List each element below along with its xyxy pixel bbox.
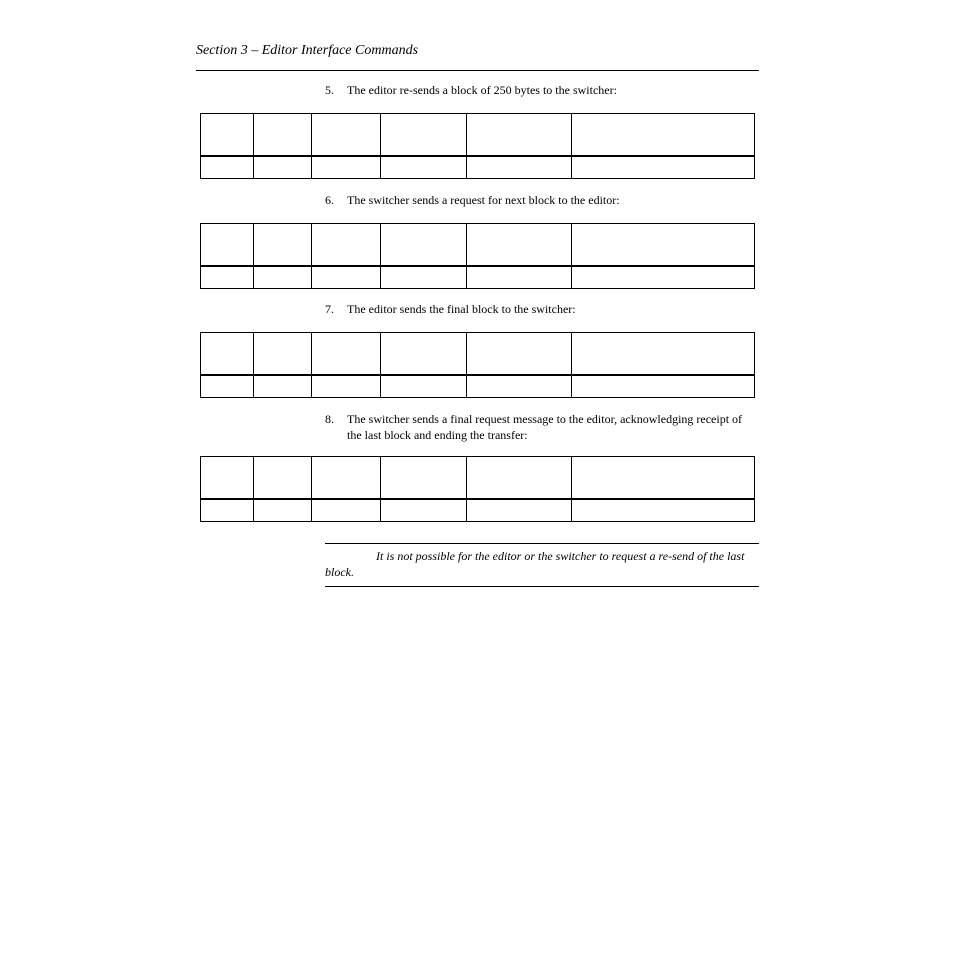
table-cell bbox=[572, 457, 755, 500]
table-cell bbox=[572, 224, 755, 267]
section-header: Section 3 – Editor Interface Commands bbox=[196, 43, 419, 58]
table-cell bbox=[381, 457, 467, 500]
table-header-row bbox=[201, 114, 755, 157]
table-cell bbox=[254, 156, 312, 179]
table-cell bbox=[254, 333, 312, 376]
table-cell bbox=[381, 333, 467, 376]
table-cell bbox=[254, 224, 312, 267]
header-divider bbox=[196, 70, 759, 71]
step-number: 8. bbox=[325, 412, 334, 426]
step-number: 5. bbox=[325, 83, 334, 97]
table-cell bbox=[467, 114, 572, 157]
table-cell bbox=[467, 156, 572, 179]
note-box bbox=[325, 543, 759, 587]
step-8 bbox=[325, 411, 745, 443]
table-cell bbox=[312, 224, 381, 267]
table-cell bbox=[312, 266, 381, 289]
table-cell bbox=[381, 375, 467, 398]
table-cell bbox=[572, 499, 755, 522]
table-row bbox=[201, 266, 755, 289]
table-cell bbox=[467, 224, 572, 267]
command-table-step-5 bbox=[200, 113, 755, 179]
table-cell bbox=[572, 156, 755, 179]
step-text: The editor sends the final block to the switcher: bbox=[347, 302, 576, 316]
table-cell bbox=[254, 457, 312, 500]
table-cell bbox=[201, 499, 254, 522]
step-6 bbox=[325, 192, 745, 208]
table-cell bbox=[572, 333, 755, 376]
table-cell bbox=[467, 266, 572, 289]
table-cell bbox=[201, 333, 254, 376]
table-row bbox=[201, 375, 755, 398]
table-cell bbox=[254, 114, 312, 157]
table-cell bbox=[381, 224, 467, 267]
note-text: It is not possible for the editor or the switcher to request a re-send of the last block. bbox=[325, 549, 745, 579]
table-cell bbox=[467, 457, 572, 500]
table-cell bbox=[467, 499, 572, 522]
table-cell bbox=[201, 457, 254, 500]
table-cell bbox=[467, 333, 572, 376]
table-header-row bbox=[201, 224, 755, 267]
table-cell bbox=[312, 114, 381, 157]
table-cell bbox=[381, 266, 467, 289]
table-cell bbox=[467, 375, 572, 398]
table-cell bbox=[312, 457, 381, 500]
table-cell bbox=[381, 499, 467, 522]
table-row bbox=[201, 156, 755, 179]
table-cell bbox=[572, 114, 755, 157]
table-cell bbox=[572, 375, 755, 398]
table-header-row bbox=[201, 333, 755, 376]
table-header-row bbox=[201, 457, 755, 500]
table-cell bbox=[201, 266, 254, 289]
step-text: The editor re-sends a block of 250 bytes to the switcher: bbox=[347, 83, 617, 97]
table-cell bbox=[201, 375, 254, 398]
table-cell bbox=[312, 333, 381, 376]
table-cell bbox=[312, 156, 381, 179]
table-cell bbox=[381, 114, 467, 157]
table-cell bbox=[312, 499, 381, 522]
command-table-step-7 bbox=[200, 332, 755, 398]
table-cell bbox=[312, 375, 381, 398]
step-text: The switcher sends a final request message to the editor, acknowledging receipt of the last block and ending the transfer: bbox=[347, 412, 743, 442]
table-cell bbox=[254, 266, 312, 289]
command-table-step-8 bbox=[200, 456, 755, 522]
table-cell bbox=[201, 224, 254, 267]
table-row bbox=[201, 499, 755, 522]
table-cell bbox=[572, 266, 755, 289]
table-cell bbox=[381, 156, 467, 179]
command-table-step-6 bbox=[200, 223, 755, 289]
table-cell bbox=[201, 114, 254, 157]
step-5 bbox=[325, 82, 745, 98]
step-number: 7. bbox=[325, 302, 334, 316]
table-cell bbox=[254, 499, 312, 522]
table-cell bbox=[254, 375, 312, 398]
step-text: The switcher sends a request for next block to the editor: bbox=[347, 193, 620, 207]
step-7 bbox=[325, 301, 745, 317]
step-number: 6. bbox=[325, 193, 334, 207]
table-cell bbox=[201, 156, 254, 179]
